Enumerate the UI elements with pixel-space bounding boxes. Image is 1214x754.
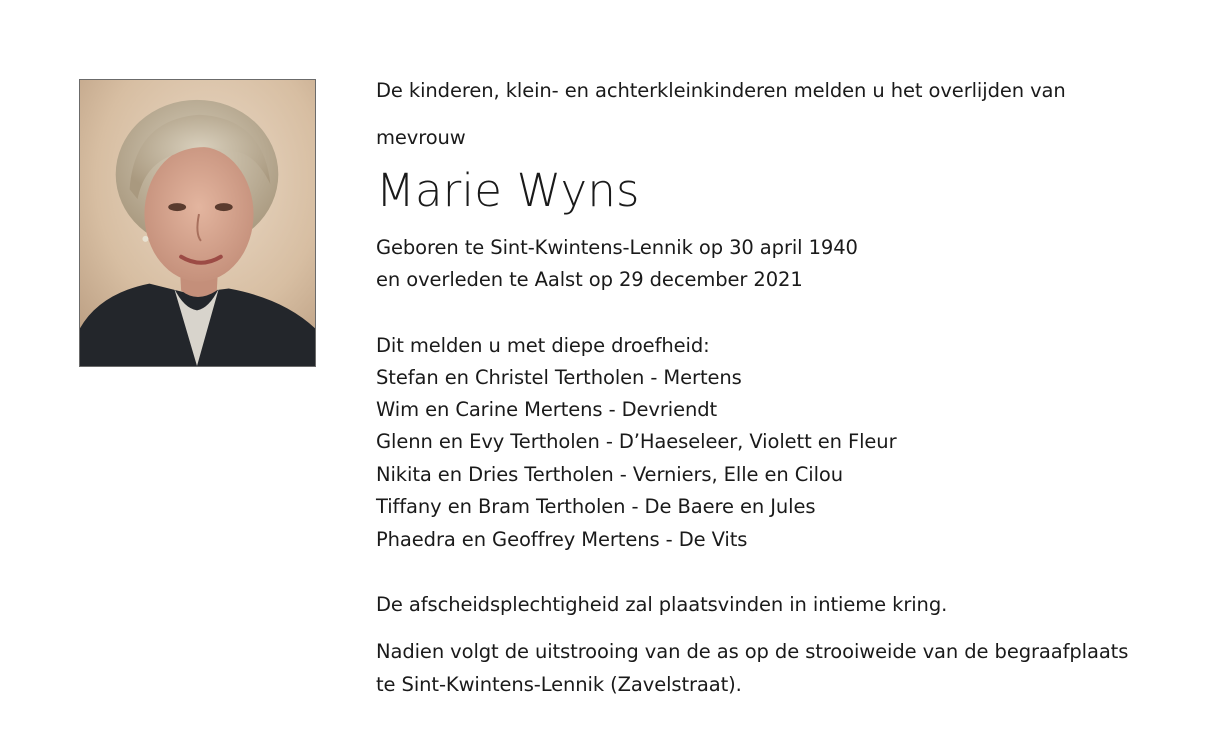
mourners-heading: Dit melden u met diepe droefheid: [376, 334, 710, 357]
portrait-photo [79, 79, 316, 367]
mourner-line: Nikita en Dries Tertholen - Verniers, Elle en Cilou [376, 463, 844, 486]
deceased-name: Marie Wyns [376, 164, 640, 217]
mourner-line: Phaedra en Geoffrey Mertens - De Vits [376, 528, 748, 551]
mourner-line: Stefan en Christel Tertholen - Mertens [376, 366, 742, 389]
intro-text: De kinderen, klein- en achterkleinkinderen melden u het overlijden van [376, 79, 1066, 102]
mourner-line: Tiffany en Bram Tertholen - De Baere en Jules [376, 495, 816, 518]
scattering-text-line2: te Sint-Kwintens-Lennik (Zavelstraat). [376, 673, 742, 696]
death-line: en overleden te Aalst op 29 december 2021 [376, 268, 803, 291]
scattering-text-line1: Nadien volgt de uitstrooing van de as op de strooiweide van de begraafplaats [376, 640, 1129, 663]
mourner-line: Glenn en Evy Tertholen - D’Haeseleer, Violett en Fleur [376, 430, 897, 453]
birth-line: Geboren te Sint-Kwintens-Lennik op 30 april 1940 [376, 236, 858, 259]
salutation: mevrouw [376, 126, 466, 149]
portrait-illustration [80, 80, 315, 366]
mourner-line: Wim en Carine Mertens - Devriendt [376, 398, 718, 421]
ceremony-text: De afscheidsplechtigheid zal plaatsvinden in intieme kring. [376, 593, 948, 616]
